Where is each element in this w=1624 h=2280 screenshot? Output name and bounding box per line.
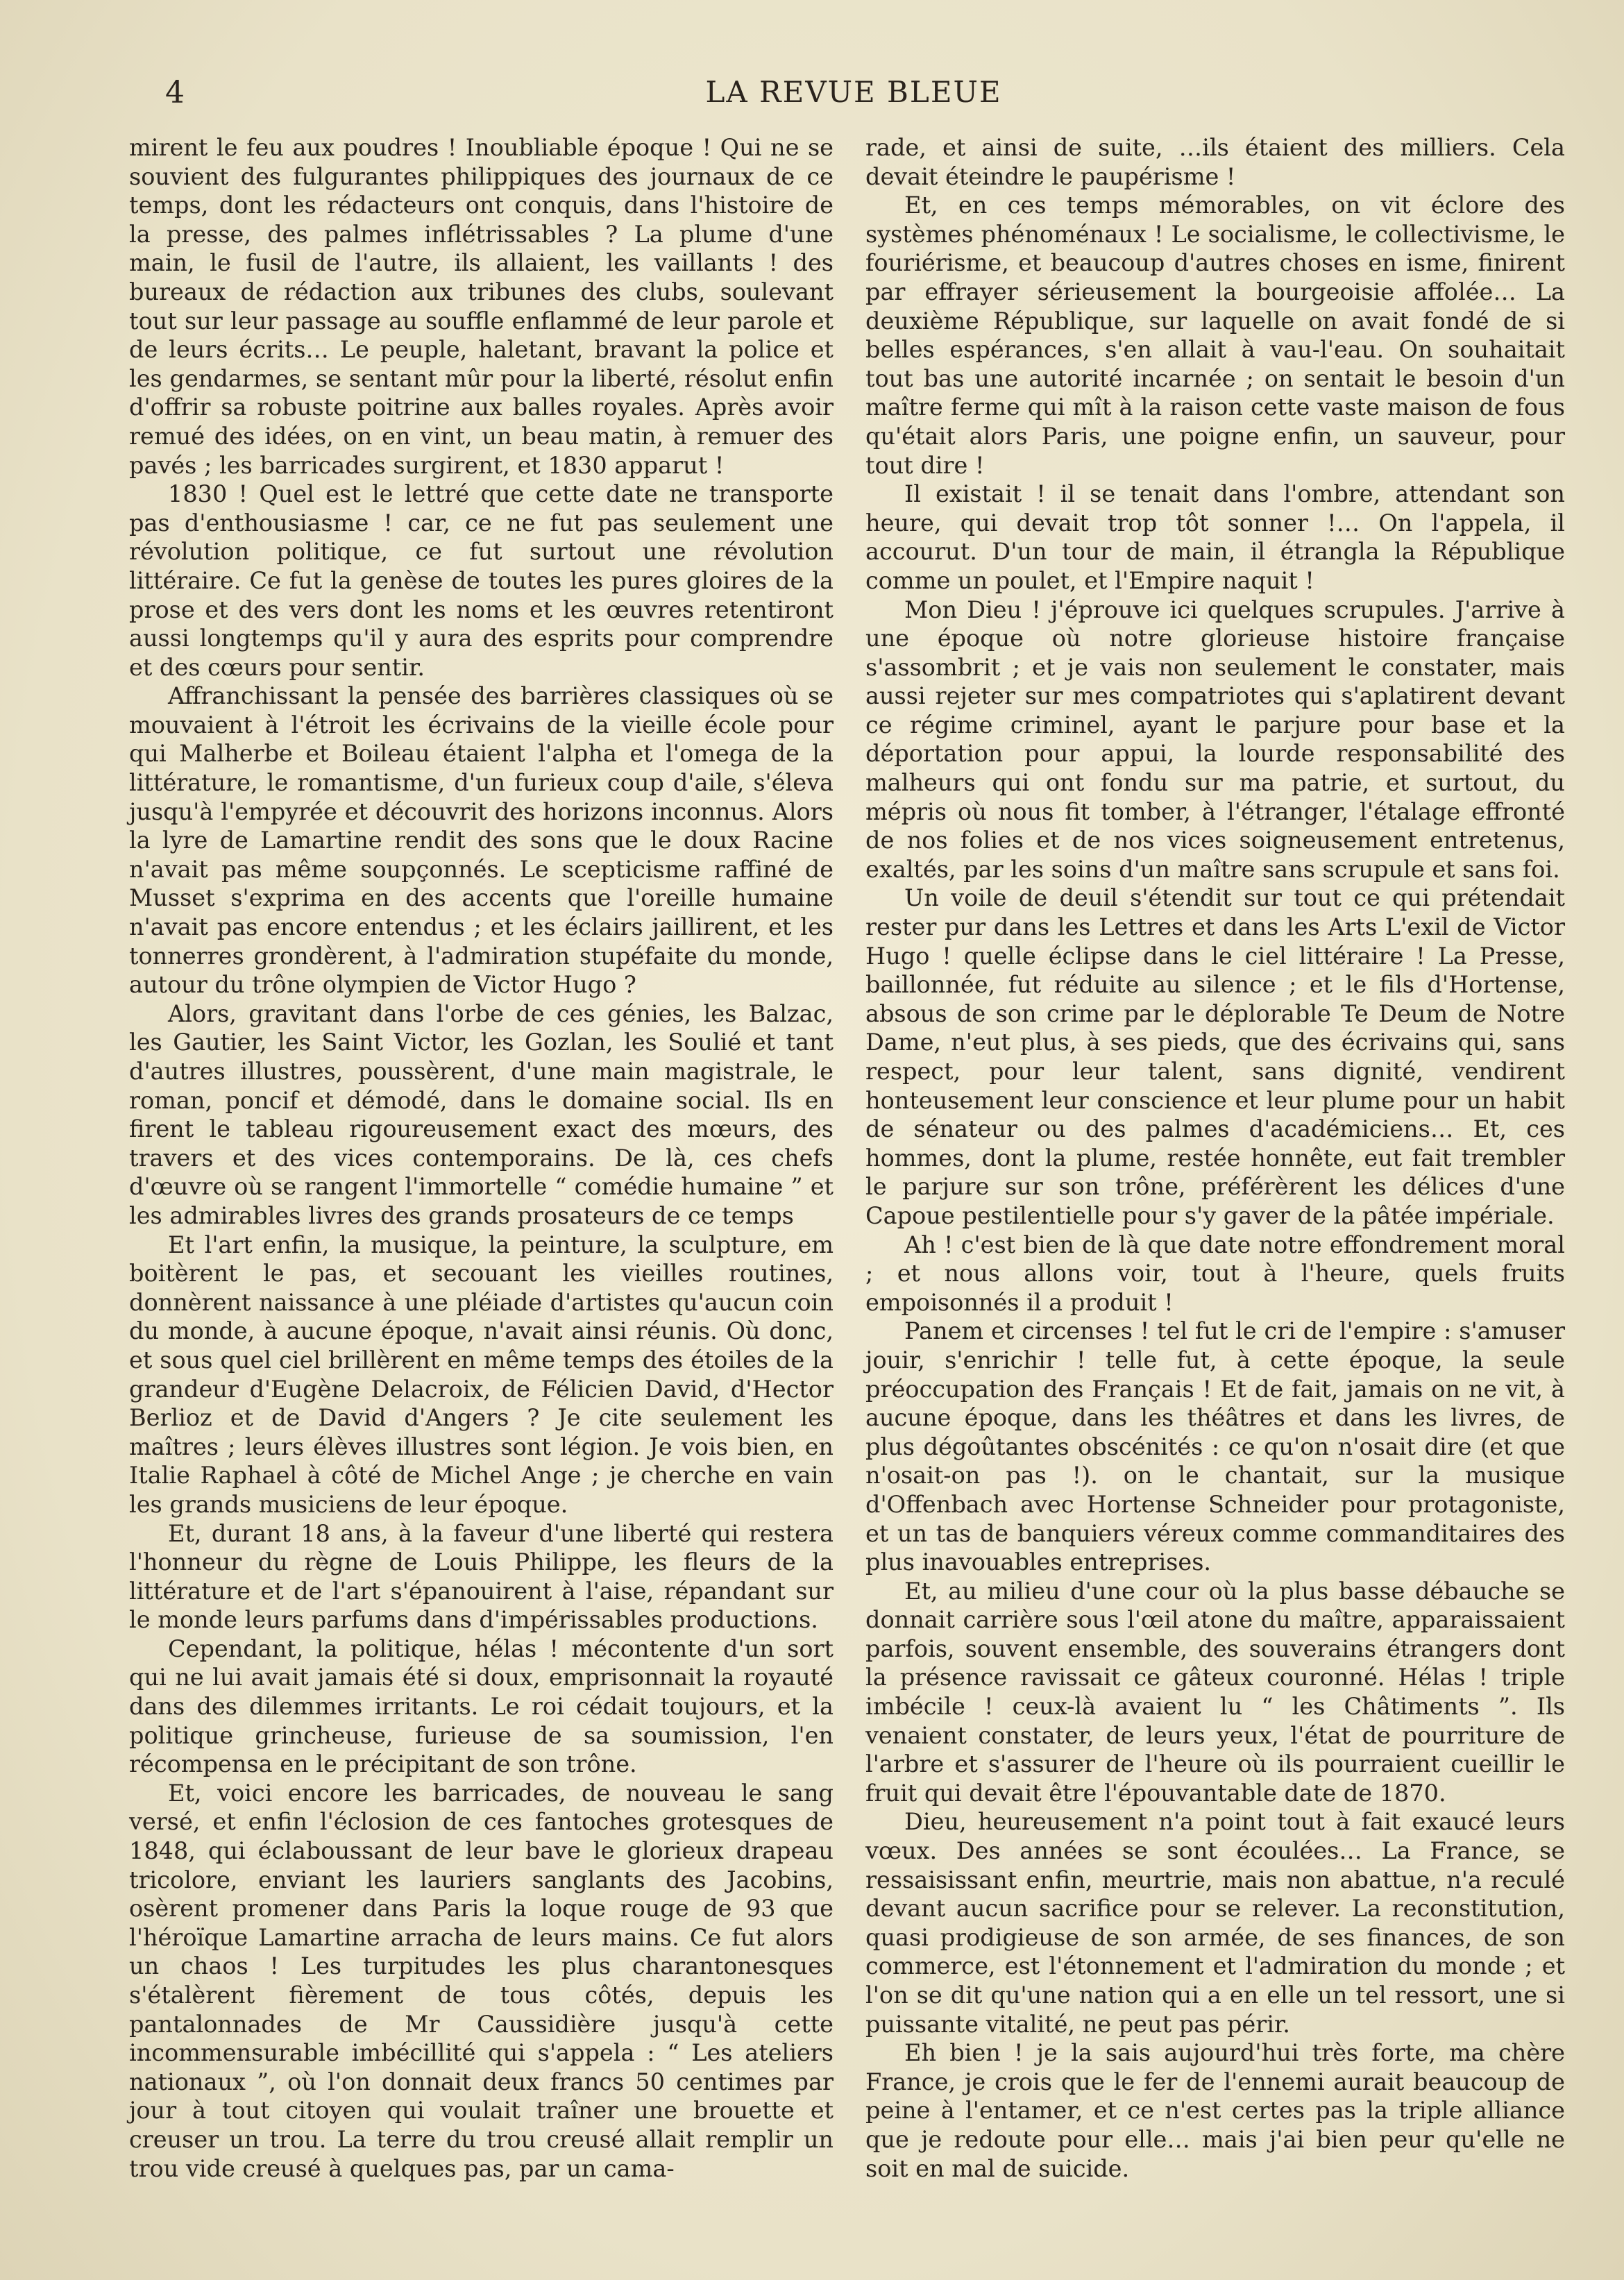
paragraph: Panem et circenses ! tel fut le cri de l'empire : s'amuser jouir, s'enrichir ! telle fut, à cette époque, la seule préoccupation des Français ! Et de fait, jamais on ne vit, à aucune époque, dans les théâtres et dans les livres, de plus dégoûtantes obscénités : ce qu'on n'osait dire (et que n'osait-on pas !). on le chantait, sur la musique d'Offenbach avec Hortense Schneider pour protagoniste, et un tas de banquiers véreux comme commanditaires des plus inavouables entreprises. xyxy=(865,1317,1565,1576)
paragraph: Et, en ces temps mémorables, on vit éclore des systèmes phénoménaux ! Le socialisme, le collectivisme, le fouriérisme, et beaucoup d'autres choses en isme, finirent par effrayer sérieusement la bourgeoisie affolée… La deuxième République, sur laquelle on avait fondé de si belles espérances, s'en allait à vau-l'eau. On souhaitait tout bas une autorité incarnée ; on sentait le besoin d'un maître ferme qui mît à la raison cette vaste maison de fous qu'était alors Paris, une poigne enfin, un sauveur, pour tout dire ! xyxy=(865,192,1565,479)
paragraph: Et l'art enfin, la musique, la peinture, la sculpture, em boitèrent le pas, et secouant les vieilles routines, donnèrent naissance à une pléiade d'artistes qu'aucun coin du monde, à aucune époque, n'avait ainsi réunis. Où donc, et sous quel ciel brillèrent en même temps des étoiles de la grandeur d'Eugène Delacroix, de Félicien David, d'Hector Berlioz et de David d'Angers ? Je cite seulement les maîtres ; leurs élèves illustres sont légion. Je vois bien, en Italie Raphael à côté de Michel Ange ; je cherche en vain les grands musiciens de leur époque. xyxy=(129,1231,834,1518)
paragraph: Et, au milieu d'une cour où la plus basse débauche se donnait carrière sous l'œil atone du maître, apparaissaient parfois, souvent ensemble, des souverains étrangers dont la présence ravissait ce gâteux couronné. Hélas ! triple imbécile ! ceux-là avaient lu “ les Châtiments ”. Ils venaient constater, de leurs yeux, l'état de pourriture de l'arbre et s'assurer de l'heure où ils pourraient cueillir le fruit qui devait être l'épouvantable date de 1870. xyxy=(865,1577,1565,1807)
page-header xyxy=(132,75,1575,117)
paragraph: 1830 ! Quel est le lettré que cette date ne transporte pas d'enthousiasme ! car, ce ne fut pas seulement une révolution politique, ce fut surtout une révolution littéraire. Ce fut la genèse de toutes les pures gloires de la prose et des vers dont les noms et les œuvres retentiront aussi longtemps qu'il y aura des esprits pour comprendre et des cœurs pour sentir. xyxy=(129,480,834,681)
paragraph: Ah ! c'est bien de là que date notre effondrement moral ; et nous allons voir, tout à l'heure, quels fruits empoisonnés il a produit ! xyxy=(865,1231,1565,1316)
paragraph: Alors, gravitant dans l'orbe de ces génies, les Balzac, les Gautier, les Saint Victor, les Gozlan, les Soulié et tant d'autres illustres, poussèrent, d'une main magistrale, le roman, poncif et démodé, dans le domaine social. Ils en firent le tableau rigoureusement exact des mœurs, des travers et des vices contemporains. De là, ces chefs d'œuvre où se rangent l'immortelle “ comédie humaine ” et les admirables livres des grands prosateurs de ce temps xyxy=(129,999,834,1229)
paragraph: Un voile de deuil s'étendit sur tout ce qui prétendait rester pur dans les Lettres et dans les Arts L'exil de Victor Hugo ! quelle éclipse dans le ciel littéraire ! La Presse, baillonnée, fut réduite au silence ; et le fils d'Hortense, absous de son crime par le déplorable Te Deum de Notre Dame, n'eut plus, à ses pieds, que des écrivains qui, sans respect, pour leur talent, sans dignité, vendirent honteusement leur conscience et leur plume pour un habit de sénateur ou des palmes d'académiciens… Et, ces hommes, dont la plume, restée honnête, eut fait trembler le parjure sur son trône, préférèrent les délices d'une Capoue pestilentielle pour s'y gaver de la pâtée impériale. xyxy=(865,884,1565,1229)
running-title: LA REVUE BLEUE xyxy=(705,75,1002,109)
paragraph: Et, durant 18 ans, à la faveur d'une liberté qui restera l'honneur du règne de Louis Philippe, les fleurs de la littérature et de l'art s'épanouirent à l'aise, répandant sur le monde leurs parfums dans d'impérissables productions. xyxy=(129,1519,834,1634)
left-column xyxy=(129,133,834,2183)
paragraph: Et, voici encore les barricades, de nouveau le sang versé, et enfin l'éclosion de ces fantoches grotesques de 1848, qui éclaboussant de leur bave le glorieux drapeau tricolore, enviant les lauriers sanglants des Jacobins, osèrent promener dans Paris la loque rouge de 93 que l'héroïque Lamartine arracha de leurs mains. Ce fut alors un chaos ! Les turpitudes les plus charantonesques s'étalèrent fièrement de tous côtés, depuis les pantalonnades de Mr Caussidière jusqu'à cette incommensurable imbécillité qui s'appela : “ Les ateliers nationaux ”, où l'on donnait deux francs 50 centimes par jour à tout citoyen qui voulait traîner une brouette et creuser un trou. La terre du trou creusé allait remplir un trou vide creusé à quelques pas, par un cama- xyxy=(129,1779,834,2182)
paragraph: Eh bien ! je la sais aujourd'hui très forte, ma chère France, je crois que le fer de l'ennemi aurait beaucoup de peine à l'entamer, et ce n'est certes pas la triple alliance que je redoute pour elle… mais j'ai bien peur qu'elle ne soit en mal de suicide. xyxy=(865,2039,1565,2182)
right-column xyxy=(865,133,1565,2183)
page-number: 4 xyxy=(165,75,185,110)
paragraph: Mon Dieu ! j'éprouve ici quelques scrupules. J'arrive à une époque où notre glorieuse histoire française s'assombrit ; et je vais non seulement le constater, mais aussi rejeter sur mes compatriotes qui s'aplatirent devant ce régime criminel, ayant le parjure pour base et la déportation pour appui, la lourde responsabilité des malheurs qui ont fondu sur ma patrie, et surtout, du mépris où nous fit tomber, à l'étranger, l'étalage effronté de nos folies et de nos vices soigneusement entretenus, exaltés, par les soins d'un maître sans scrupule et sans foi. xyxy=(865,596,1565,883)
paragraph: Cependant, la politique, hélas ! mécontente d'un sort qui ne lui avait jamais été si doux, emprisonnait la royauté dans des dilemmes irritants. Le roi cédait toujours, et la politique grincheuse, furieuse de sa soumission, l'en récompensa en le précipitant de son trône. xyxy=(129,1635,834,1778)
paragraph: Affranchissant la pensée des barrières classiques où se mouvaient à l'étroit les écrivains de la vieille école pour qui Malherbe et Boileau étaient l'alpha et l'omega de la littérature, le romantisme, d'un furieux coup d'aile, s'éleva jusqu'à l'empyrée et découvrit des horizons inconnus. Alors la lyre de Lamartine rendit des sons que le doux Racine n'avait pas même soupçonnés. Le scepticisme raffiné de Musset s'exprima en des accents que l'oreille humaine n'avait pas encore entendus ; et les éclairs jaillirent, et les tonnerres grondèrent, à l'admiration stupéfaite du monde, autour du trône olympien de Victor Hugo ? xyxy=(129,682,834,999)
paragraph: mirent le feu aux poudres ! Inoubliable époque ! Qui ne se souvient des fulgurantes philippiques des journaux de ce temps, dont les rédacteurs ont conquis, dans l'histoire de la presse, des palmes inflétrissables ? La plume d'une main, le fusil de l'autre, ils allaient, les vaillants ! des bureaux de rédaction aux tribunes des clubs, soulevant tout sur leur passage au souffle enflammé de leur parole et de leurs écrits… Le peuple, haletant, bravant la police et les gendarmes, se sentant mûr pour la liberté, résolut enfin d'offrir sa robuste poitrine aux balles royales. Après avoir remué des idées, on en vint, un beau matin, à remuer des pavés ; les barricades surgirent, et 1830 apparut ! xyxy=(129,134,834,479)
paragraph: Dieu, heureusement n'a point tout à fait exaucé leurs vœux. Des années se sont écoulées… La France, se ressaisissant enfin, meurtrie, mais non abattue, n'a reculé devant aucun sacrifice pour se relever. La reconstitution, quasi prodigieuse de son armée, de ses finances, de son commerce, est l'étonnement et l'admiration du monde ; et l'on se dit qu'une nation qui a en elle un tel ressort, une si puissante vitalité, ne peut pas périr. xyxy=(865,1808,1565,2038)
paragraph: Il existait ! il se tenait dans l'ombre, attendant son heure, qui devait trop tôt sonner !… On l'appela, il accourut. D'un tour de main, il étrangla la République comme un poulet, et l'Empire naquit ! xyxy=(865,480,1565,594)
paragraph: rade, et ainsi de suite, …ils étaient des milliers. Cela devait éteindre le paupérisme ! xyxy=(865,134,1565,190)
